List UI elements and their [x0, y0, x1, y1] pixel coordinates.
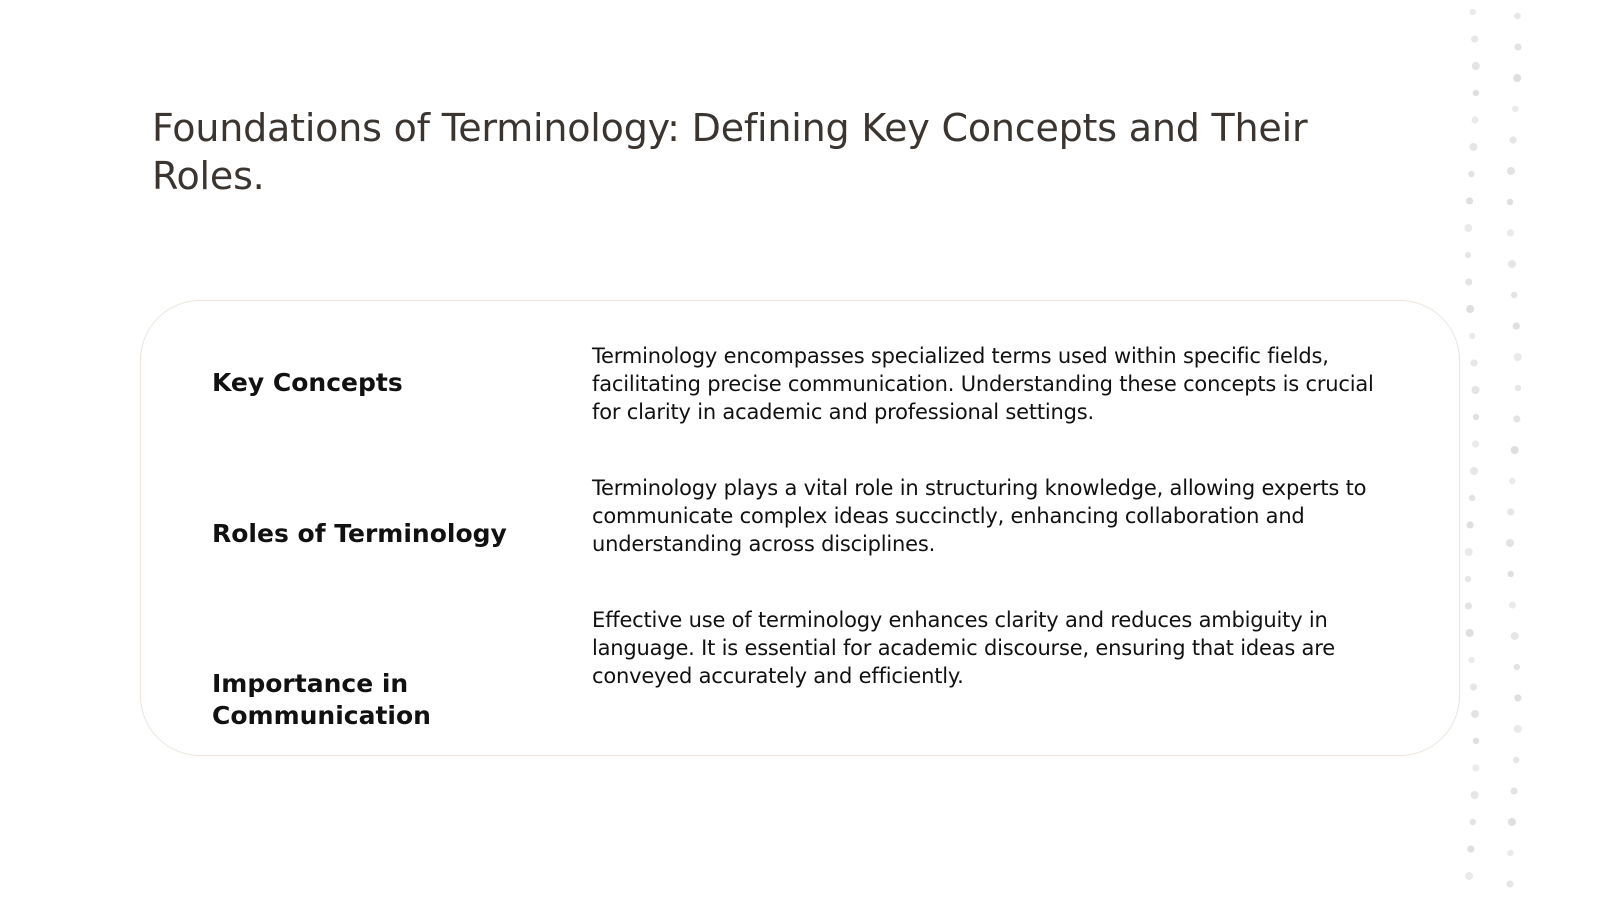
decorative-dot [1513, 415, 1520, 422]
decorative-dot [1470, 683, 1477, 690]
decorative-dot [1471, 359, 1478, 366]
decorative-dot [1509, 601, 1516, 608]
decorative-dot [1473, 414, 1479, 420]
decorative-dot [1465, 252, 1471, 258]
decorative-dot [1465, 872, 1473, 880]
decorative-dot [1472, 386, 1480, 394]
decorative-dot [1515, 385, 1521, 391]
decorative-dot [1506, 539, 1514, 547]
decorative-dot [1467, 521, 1474, 528]
decorative-dot [1514, 43, 1521, 50]
row-label-roles-of-terminology: Roles of Terminology [212, 519, 507, 548]
decorative-dot [1507, 508, 1514, 515]
row-description-roles-of-terminology: Terminology plays a vital role in structuring knowledge, allowing experts to communicate complex ideas succinctly, enhancing collaboration and understanding across disciplines. [592, 476, 1367, 556]
decorative-dot [1507, 167, 1515, 175]
decorative-dot [1511, 632, 1519, 640]
decorative-dot [1514, 694, 1521, 701]
decorative-dot [1473, 738, 1479, 744]
decorative-dot [1469, 495, 1475, 501]
decorative-dot [1513, 74, 1521, 82]
row-label-key-concepts: Key Concepts [212, 368, 403, 397]
decorative-dot [1470, 467, 1478, 475]
decorative-dot [1507, 229, 1514, 236]
decorative-dot [1472, 116, 1479, 123]
decorative-dot [1472, 440, 1479, 447]
decorative-dot [1465, 576, 1471, 582]
decorative-dot [1470, 819, 1476, 825]
decorative-dot [1467, 845, 1474, 852]
decorative-dot [1472, 62, 1480, 70]
decorative-dot [1466, 197, 1473, 204]
decorative-dot [1471, 710, 1479, 718]
decorative-dot [1514, 353, 1522, 361]
decorative-dot [1514, 13, 1520, 19]
decorative-dot [1465, 278, 1472, 285]
decorative-dot [1507, 850, 1513, 856]
row-description-importance-in-communication: Effective use of terminology enhances clarity and reduces ambiguity in language. It is essential for academic discourse, ensuring that ideas are conveyed accurately and efficiently. [592, 608, 1335, 688]
decorative-dot [1466, 629, 1474, 637]
decorative-dot [1512, 106, 1518, 112]
decorative-dot [1464, 224, 1472, 232]
decorative-dot [1471, 35, 1478, 42]
decorative-dot [1465, 602, 1472, 609]
decorative-dot [1466, 305, 1474, 313]
row-label-importance-in-communication: Importance in Communication [212, 669, 431, 730]
decorative-dot [1473, 90, 1479, 96]
decorative-dot [1511, 292, 1517, 298]
decorative-dot [1468, 657, 1474, 663]
decorative-dot [1470, 9, 1476, 15]
decorative-dot [1468, 171, 1474, 177]
decorative-dot [1514, 725, 1522, 733]
decorative-dot [1506, 880, 1513, 887]
decorative-dot [1508, 818, 1516, 826]
decorative-dot [1469, 143, 1477, 151]
decorative-dot [1469, 333, 1475, 339]
decorative-dot [1471, 791, 1479, 799]
decorative-dot [1513, 757, 1519, 763]
decorative-dot [1514, 664, 1520, 670]
row-description-key-concepts: Terminology encompasses specialized terms used within specific fields, facilitating precise communication. Understanding these concepts is crucial for clarity in academic and professional settings. [592, 344, 1374, 424]
decorative-dot [1511, 787, 1518, 794]
decorative-dot [1507, 199, 1513, 205]
decorative-dot [1509, 136, 1516, 143]
decorative-dot [1508, 260, 1516, 268]
decorative-dot [1509, 478, 1515, 484]
decorative-dot [1465, 548, 1473, 556]
decorative-dot [1513, 322, 1520, 329]
dot-pattern-decoration [1440, 0, 1600, 899]
decorative-dot [1508, 571, 1514, 577]
decorative-dot [1511, 446, 1519, 454]
decorative-dot [1472, 764, 1479, 771]
slide-title: Foundations of Terminology: Defining Key Concepts and Their Roles. [152, 106, 1308, 198]
